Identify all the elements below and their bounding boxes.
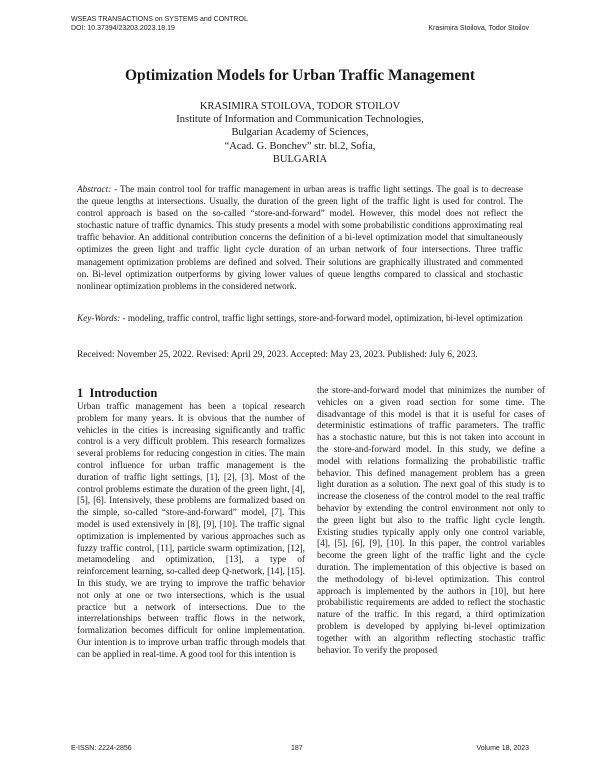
affiliation-line-3: “Acad. G. Bonchev” str. bl.2, Sofia, (224, 140, 376, 152)
keywords-label: Key-Words: (77, 313, 121, 323)
running-header-left (71, 15, 248, 33)
footer-page-number: 187 (291, 745, 303, 752)
intro-paragraph-1: Urban traffic management has been a topical research problem for many years. It is obvious that the number of vehicles in the cities is increasing significantly and traffic control is a very difficult problem. This research formalizes several problems for reducing congestion in cities. The main control influence for urban traffic management is the duration of traffic light settings, [1], [2], [3]. Most of the control problems estimate the duration of the green light, [4], [5], [6]. Intensively, these problems are formalized based on the simple, so-called “store-and-forward” model, [7]. This model is used extensively in [8], [9], [10]. The traffic signal optimization is implemented by various approaches such as fuzzy traffic control, [11], particle swarm optimization, [12], metamodeling and optimization, [13], a type of reinforcement learning, so-called deep Q-network, [14], [15]. In this study, we are trying to improve the traffic behavior not only at one or two intersections, which is the usual practice but a network of intersections. Due to the interrelationships between traffic flows in the network, formalization becomes difficult for online implementation. Our intention is to improve urban traffic through models that can be applied in real-time. A good tool for this intention is (77, 402, 305, 660)
footer-eissn: E-ISSN: 2224-2856 (71, 745, 132, 752)
abstract-label: Abstract: (77, 184, 112, 194)
intro-paragraph-continued: the store-and-forward model that minimizes the number of vehicles on a given road section for some time. The disadvantage of this model is that it is useful for cases of deterministic estimations of traffic parameters. The traffic has a stochastic nature, but this is not taken into account in the store-and-forward model. In this study, we define a model with relations formalizing the probabilistic traffic behavior. This defined management problem has a green light duration as a solution. The next goal of this study is to increase the closeness of the control model to the real traffic behavior by extending the control environment not only to the green light but also to the traffic light cycle length. Existing studies typically apply only one control variable, [4], [5], [6], [9], [10]. In this paper, the control variables become the green light of the traffic light and the cycle duration. The implementation of this objective is based on the methodology of bi-level optimization. This control approach is implemented by the authors in [10], but here probabilistic requirements are added to reflect the stochastic nature of the traffic. In this regard, a third optimization problem is developed by applying bi-level optimization together with an algorithm reflecting stochastic traffic behavior. To verify the proposed (317, 386, 545, 656)
section-title: Introduction (89, 386, 158, 400)
running-header-authors: Krasimira Stoilova, Todor Stoilov (428, 25, 529, 32)
keywords (77, 312, 523, 324)
column-right (317, 386, 545, 657)
section-heading (77, 386, 305, 401)
column-left (77, 386, 305, 662)
affiliation-country: BULGARIA (272, 153, 328, 165)
abstract (77, 183, 523, 292)
doi: DOI: 10.37394/23203.2023.18.19 (71, 25, 175, 32)
affiliation-line-1: Institute of Information and Communication Technologies, (176, 114, 424, 126)
section-number: 1 (77, 386, 84, 400)
author-block (60, 100, 540, 166)
affiliation-line-2: Bulgarian Academy of Sciences, (231, 127, 369, 139)
keywords-text: - modeling, traffic control, traffic light settings, store-and-forward model, optimization, bi-level optimization (122, 313, 523, 323)
journal-name: WSEAS TRANSACTIONS on SYSTEMS and CONTROL (71, 16, 248, 23)
footer-volume: Volume 18, 2023 (476, 745, 529, 752)
abstract-text: - The main control tool for traffic management in urban areas is traffic light settings. The goal is to decrease the queue lengths at intersections. Usually, the duration of the green light of the traffic light is used for control. The control approach is based on the so-called “store-and-forward” model. However, this model does not reflect the stochastic nature of traffic dynamics. This study presents a model with some probabilistic conditions approximating real traffic behavior. An additional contribution concerns the definition of a bi-level optimization model that simultaneously optimizes the green light and traffic light cycle duration of an urban network of four intersections. Three traffic management optimization problems are defined and solved. Their solutions are graphically illustrated and commented on. Bi-level optimization outperforms by giving lower values of queue lengths compared to classical and stochastic nonlinear optimization problems in the considered network. (77, 184, 523, 291)
author-names: KRASIMIRA STOILOVA, TODOR STOILOV (199, 101, 401, 112)
paper-title: Optimization Models for Urban Traffic Management (125, 67, 475, 84)
publication-dates: Received: November 25, 2022. Revised: April 29, 2023. Accepted: May 23, 2023. Published: July 6, 2023. (77, 350, 478, 360)
